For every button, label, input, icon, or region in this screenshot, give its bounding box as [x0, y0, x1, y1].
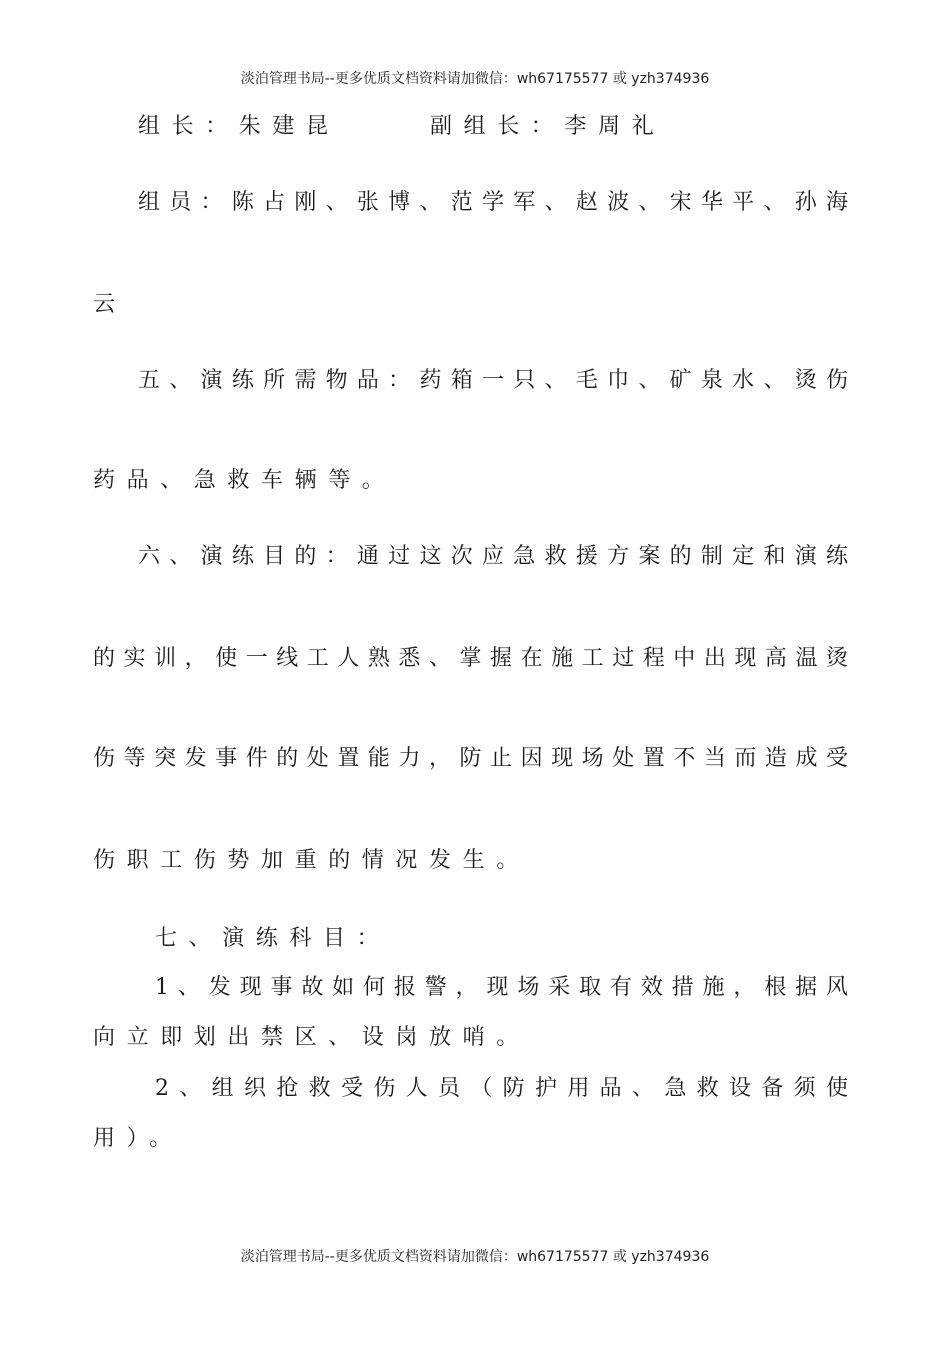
purpose-line-1: 六、演练目的：通过这次应急救援方案的制定和演练	[138, 544, 848, 569]
subjects-title: 七、演练科目：	[155, 926, 391, 951]
page-header: 淡泊管理书局--更多优质文档资料请加微信：wh67175577 或 yzh374936	[240, 71, 710, 87]
deputy-leader: 副组长：李周礼	[430, 114, 666, 139]
subject-2-line-1: 2、组织抢救受伤人员（防护用品、急救设备须使	[155, 1076, 848, 1101]
purpose-line-3: 伤等突发事件的处置能力，防止因现场处置不当而造成受	[93, 746, 848, 771]
items-line-2: 药品、急救车辆等。	[93, 468, 396, 493]
team-leader: 组长：朱建昆	[138, 114, 340, 139]
page-footer: 淡泊管理书局--更多优质文档资料请加微信：wh67175577 或 yzh374936	[240, 1249, 710, 1265]
subject-2-line-2: 用）。	[93, 1126, 183, 1151]
members-line-1: 组员：陈占刚、张博、范学军、赵波、宋华平、孙海	[138, 190, 848, 215]
purpose-line-4: 伤职工伤势加重的情况发生。	[93, 848, 530, 873]
items-line-1: 五、演练所需物品：药箱一只、毛巾、矿泉水、烫伤	[138, 368, 848, 393]
subject-1-line-2: 向立即划出禁区、设岗放哨。	[93, 1025, 530, 1050]
purpose-line-2: 的实训，使一线工人熟悉、掌握在施工过程中出现高温烫	[93, 646, 848, 671]
subject-1-line-1: 1、发现事故如何报警，现场采取有效措施，根据风	[155, 975, 848, 1000]
members-line-2: 云	[93, 292, 116, 317]
